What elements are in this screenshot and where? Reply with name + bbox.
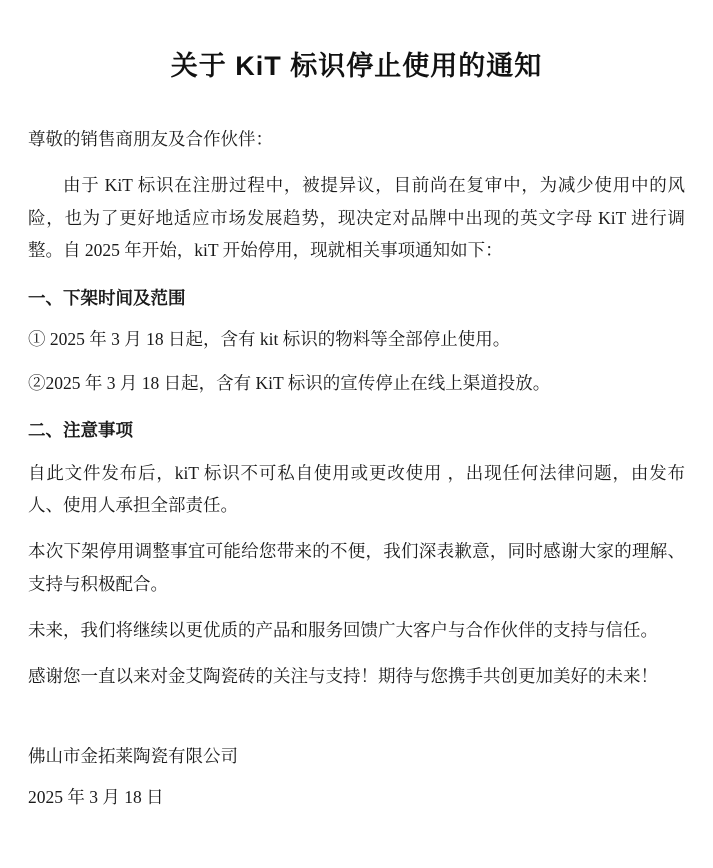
section-heading-scope: 一、下架时间及范围 bbox=[28, 287, 186, 308]
signature-date: 2025 年 3 月 18 日 bbox=[28, 786, 164, 807]
intro-paragraph: 由于 KiT 标识在注册过程中，被提异议，目前尚在复审中，为减少使用中的风险，也为了更好地适应市场发展趋势，现决定对品牌中出现的英文字母 KiT 进行调整。自 2025 年开始，kiT 开始停用，现就相关事项通知如下： bbox=[28, 175, 685, 261]
section-heading-notes: 二、注意事项 bbox=[28, 420, 133, 440]
list-item: ① 2025 年 3 月 18 日起，含有 kit 标识的物料等全部停止使用。 bbox=[28, 329, 511, 349]
note-paragraph: 未来，我们将继续以更优质的产品和服务回馈广大客户与合作伙伴的支持与信任。 bbox=[28, 620, 658, 640]
salutation: 尊敬的销售商朋友及合作伙伴： bbox=[28, 129, 273, 149]
page-title: 关于 KiT 标识停止使用的通知 bbox=[170, 51, 543, 81]
signature-company: 佛山市金拓莱陶瓷有限公司 bbox=[28, 745, 238, 766]
note-paragraph: 感谢您一直以来对金艾陶瓷砖的关注与支持！期待与您携手共创更加美好的未来！ bbox=[28, 666, 658, 687]
note-paragraph: 自此文件发布后，kiT 标识不可私自使用或更改使用 ，出现任何法律问题，由发布人、使用人承担全部责任。 bbox=[28, 462, 685, 515]
signature-block bbox=[28, 739, 685, 815]
list-item: ②2025 年 3 月 18 日起，含有 KiT 标识的宣传停止在线上渠道投放。 bbox=[28, 372, 551, 393]
note-paragraph: 本次下架停用调整事宜可能给您带来的不便，我们深表歉意，同时感谢大家的理解、支持与积极配合。 bbox=[28, 541, 685, 594]
document-body bbox=[28, 123, 685, 815]
